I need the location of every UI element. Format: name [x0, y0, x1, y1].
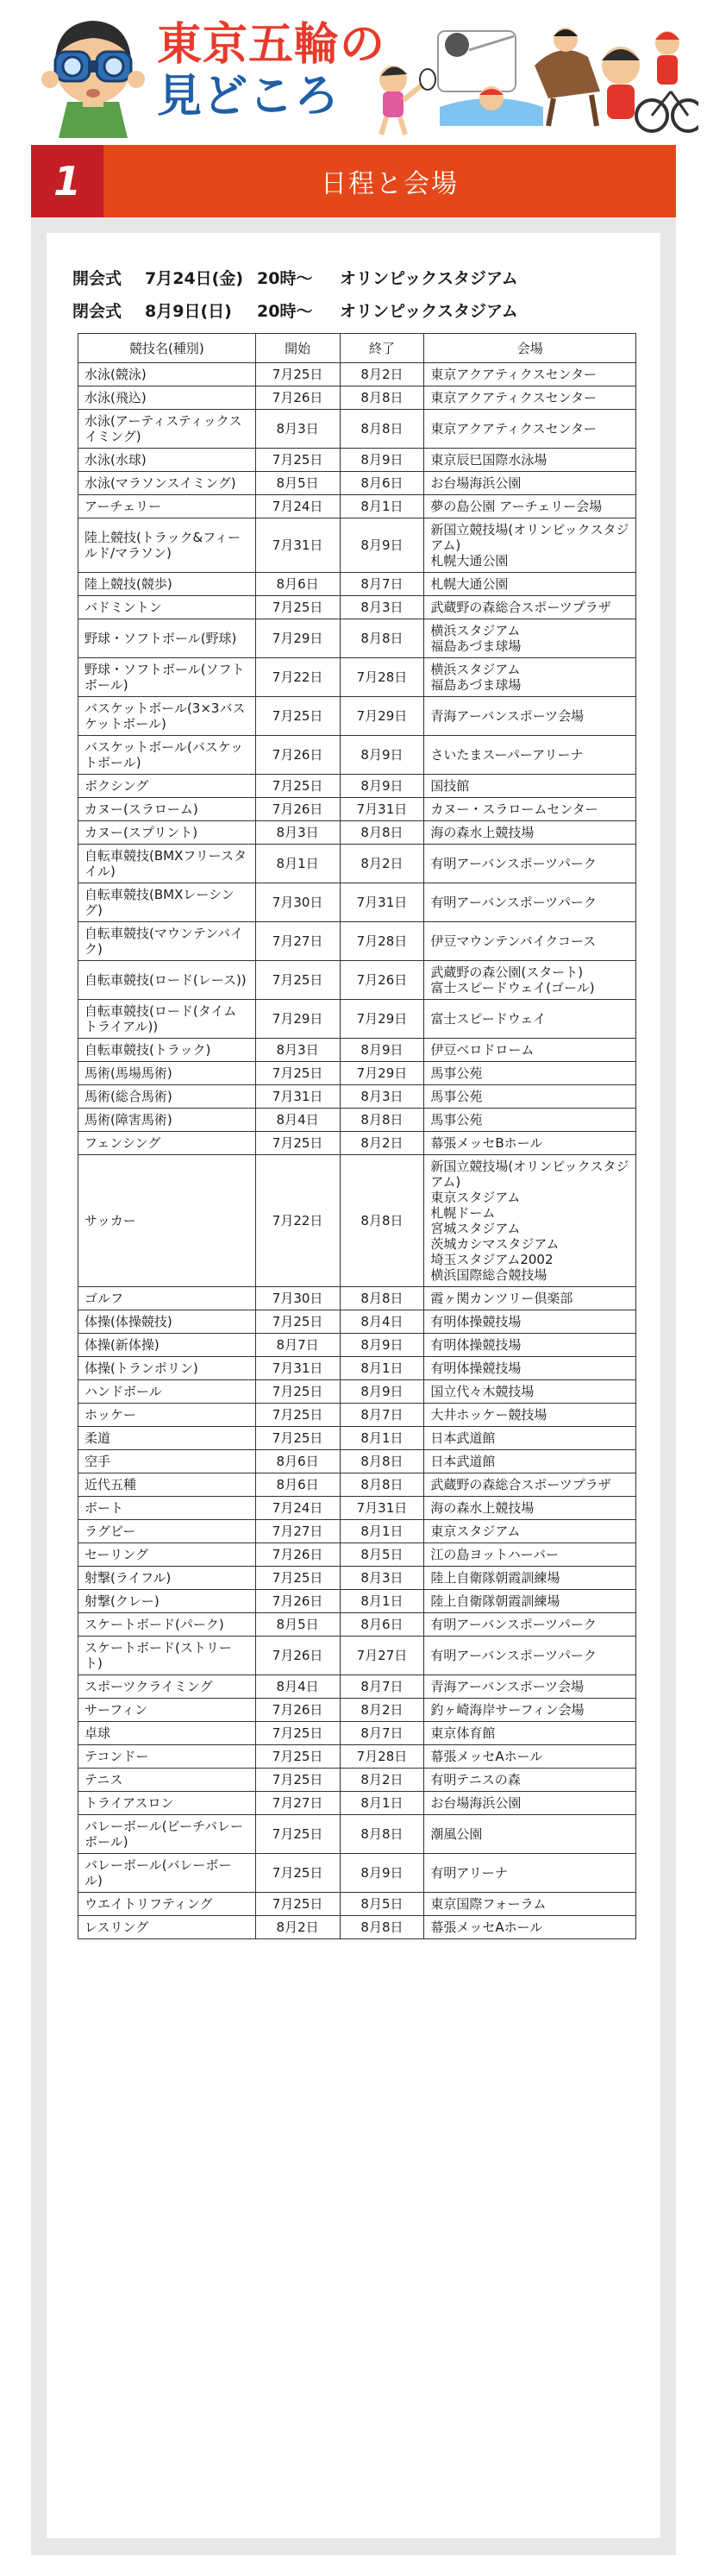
cell-venue: 富士スピードウェイ	[424, 1000, 636, 1039]
cell-sport: 射撃(ライフル)	[78, 1567, 256, 1590]
cell-venue: 有明体操競技場	[424, 1310, 636, 1334]
table-row	[78, 1310, 636, 1334]
cell-start: 7月25日	[255, 1380, 340, 1404]
cell-end: 8月8日	[340, 410, 424, 449]
schedule-card	[47, 233, 660, 2538]
page-title	[157, 19, 385, 123]
cell-end: 8月9日	[340, 1039, 424, 1062]
table-row	[78, 845, 636, 883]
cell-sport: 柔道	[78, 1427, 256, 1450]
table-row	[78, 619, 636, 658]
section-number: 1	[31, 145, 103, 217]
cell-venue: 幕張メッセAホール	[424, 1916, 636, 1939]
cell-sport: 馬術(馬場馬術)	[78, 1062, 256, 1085]
cell-venue: 幕張メッセBホール	[424, 1132, 636, 1155]
closing-ceremony	[72, 298, 641, 322]
cell-sport: バスケットボール(バスケットボール)	[78, 736, 256, 775]
cell-end: 8月8日	[340, 1815, 424, 1854]
cell-end: 7月26日	[340, 961, 424, 1000]
cell-start: 7月22日	[255, 1155, 340, 1287]
cell-end: 8月6日	[340, 472, 424, 495]
cell-sport: バスケットボール(3×3バスケットボール)	[78, 697, 256, 736]
cell-venue: 武蔵野の森総合スポーツプラザ	[424, 596, 636, 619]
cell-venue: 横浜スタジアム 福島あづま球場	[424, 619, 636, 658]
cell-start: 7月24日	[255, 495, 340, 518]
table-row	[78, 1357, 636, 1380]
cell-start: 7月29日	[255, 1000, 340, 1039]
cell-sport: トライアスロン	[78, 1792, 256, 1815]
cell-sport: カヌー(スプリント)	[78, 821, 256, 845]
cell-venue: 馬事公苑	[424, 1085, 636, 1109]
title-line-2: 見どころ	[157, 71, 341, 123]
table-row	[78, 1109, 636, 1132]
cell-sport: サーフィン	[78, 1699, 256, 1722]
cell-start: 7月30日	[255, 1287, 340, 1310]
table-row	[78, 410, 636, 449]
cell-start: 8月7日	[255, 1334, 340, 1357]
cell-start: 7月31日	[255, 1357, 340, 1380]
table-row	[78, 1590, 636, 1613]
ceremony-venue: オリンピックスタジアム	[340, 302, 518, 321]
cell-start: 7月25日	[255, 1815, 340, 1854]
cell-venue: 有明体操競技場	[424, 1334, 636, 1357]
cell-venue: さいたまスーパーアリーナ	[424, 736, 636, 775]
cell-end: 8月6日	[340, 1613, 424, 1637]
cell-venue: 有明アーバンスポーツパーク	[424, 1637, 636, 1675]
cell-venue: 東京アクアティクスセンター	[424, 386, 636, 410]
cell-sport: 水泳(アーティスティックスイミング)	[78, 410, 256, 449]
table-row	[78, 1916, 636, 1939]
cell-sport: 射撃(クレー)	[78, 1590, 256, 1613]
cell-venue: 横浜スタジアム 福島あづま球場	[424, 658, 636, 697]
cell-sport: 体操(トランポリン)	[78, 1357, 256, 1380]
cell-end: 7月31日	[340, 1497, 424, 1520]
cell-sport: スケートボード(パーク)	[78, 1613, 256, 1637]
cell-end: 7月28日	[340, 658, 424, 697]
ceremony-time: 20時〜	[257, 269, 313, 288]
cell-start: 7月26日	[255, 1543, 340, 1567]
cell-start: 7月27日	[255, 1792, 340, 1815]
table-row	[78, 697, 636, 736]
table-row	[78, 518, 636, 573]
cell-sport: テコンドー	[78, 1745, 256, 1769]
section-title: 日程と会場	[321, 169, 459, 199]
cell-start: 7月25日	[255, 1310, 340, 1334]
cell-sport: 水泳(飛込)	[78, 386, 256, 410]
cell-end: 8月9日	[340, 736, 424, 775]
cell-sport: ボート	[78, 1497, 256, 1520]
cell-start: 7月26日	[255, 1637, 340, 1675]
cell-sport: スケートボード(ストリート)	[78, 1637, 256, 1675]
table-row	[78, 658, 636, 697]
cell-sport: ホッケー	[78, 1404, 256, 1427]
cell-venue: 武蔵野の森総合スポーツプラザ	[424, 1473, 636, 1497]
cell-end: 7月28日	[340, 1745, 424, 1769]
table-row	[78, 1427, 636, 1450]
cell-end: 8月8日	[340, 1916, 424, 1939]
cell-venue: 有明アーバンスポーツパーク	[424, 883, 636, 922]
cell-start: 7月26日	[255, 1699, 340, 1722]
ceremony-label: 開会式	[72, 269, 122, 288]
cell-start: 7月22日	[255, 658, 340, 697]
cell-end: 7月31日	[340, 798, 424, 821]
table-row	[78, 1745, 636, 1769]
table-row	[78, 1450, 636, 1473]
cell-sport: レスリング	[78, 1916, 256, 1939]
table-row	[78, 449, 636, 472]
table-row	[78, 1155, 636, 1287]
cell-start: 7月25日	[255, 1722, 340, 1745]
table-row	[78, 573, 636, 596]
cell-sport: 野球・ソフトボール(ソフトボール)	[78, 658, 256, 697]
cell-venue: 有明体操競技場	[424, 1357, 636, 1380]
cell-end: 8月2日	[340, 363, 424, 386]
table-row	[78, 1039, 636, 1062]
ceremony-date: 8月9日(日)	[145, 302, 232, 321]
cell-end: 8月8日	[340, 1473, 424, 1497]
cell-venue: 釣ヶ崎海岸サーフィン会場	[424, 1699, 636, 1722]
cell-venue: 東京体育館	[424, 1722, 636, 1745]
cell-end: 8月8日	[340, 1450, 424, 1473]
table-row	[78, 1699, 636, 1722]
cell-end: 7月27日	[340, 1637, 424, 1675]
cell-sport: 水泳(マラソンスイミング)	[78, 472, 256, 495]
table-row	[78, 495, 636, 518]
cell-start: 8月6日	[255, 1450, 340, 1473]
cell-sport: セーリング	[78, 1543, 256, 1567]
cell-start: 7月25日	[255, 1854, 340, 1893]
header-hero	[0, 0, 707, 138]
cell-end: 7月29日	[340, 1000, 424, 1039]
cell-sport: 野球・ソフトボール(野球)	[78, 619, 256, 658]
cell-venue: 札幌大通公園	[424, 573, 636, 596]
cell-start: 7月25日	[255, 596, 340, 619]
cell-end: 7月31日	[340, 883, 424, 922]
cell-end: 8月8日	[340, 1109, 424, 1132]
cell-end: 8月8日	[340, 1155, 424, 1287]
athletes-illustration	[362, 5, 698, 143]
cell-sport: バレーボール(ビーチバレーボール)	[78, 1815, 256, 1854]
cell-venue: カヌー・スラロームセンター	[424, 798, 636, 821]
cell-end: 8月9日	[340, 1854, 424, 1893]
cell-start: 8月4日	[255, 1109, 340, 1132]
cell-sport: 自転車競技(マウンテンバイク)	[78, 922, 256, 961]
cell-venue: 馬事公苑	[424, 1109, 636, 1132]
cell-end: 8月1日	[340, 1427, 424, 1450]
cell-venue: お台場海浜公園	[424, 472, 636, 495]
cell-start: 8月3日	[255, 410, 340, 449]
cell-sport: サッカー	[78, 1155, 256, 1287]
cell-start: 8月6日	[255, 1473, 340, 1497]
table-row	[78, 1893, 636, 1916]
cell-start: 7月31日	[255, 518, 340, 573]
cell-sport: スポーツクライミング	[78, 1675, 256, 1699]
cell-end: 8月8日	[340, 821, 424, 845]
cell-end: 8月9日	[340, 1334, 424, 1357]
cell-start: 7月25日	[255, 775, 340, 798]
table-row	[78, 1000, 636, 1039]
cell-sport: 卓球	[78, 1722, 256, 1745]
cell-end: 7月29日	[340, 1062, 424, 1085]
cell-venue: 江の島ヨットハーバー	[424, 1543, 636, 1567]
cell-venue: 東京国際フォーラム	[424, 1893, 636, 1916]
cell-venue: 国技館	[424, 775, 636, 798]
cell-venue: 海の森水上競技場	[424, 1497, 636, 1520]
cell-end: 8月8日	[340, 386, 424, 410]
cell-start: 7月26日	[255, 386, 340, 410]
cell-end: 8月1日	[340, 495, 424, 518]
cell-end: 7月28日	[340, 922, 424, 961]
table-row	[78, 1404, 636, 1427]
table-row	[78, 736, 636, 775]
cell-start: 8月5日	[255, 472, 340, 495]
ceremony-time: 20時〜	[257, 302, 313, 321]
cell-start: 7月24日	[255, 1497, 340, 1520]
table-row	[78, 1637, 636, 1675]
cell-venue: 夢の島公園 アーチェリー会場	[424, 495, 636, 518]
cell-end: 8月8日	[340, 619, 424, 658]
cell-venue: 陸上自衛隊朝霞訓練場	[424, 1567, 636, 1590]
cell-start: 8月6日	[255, 573, 340, 596]
cell-end: 8月2日	[340, 1769, 424, 1792]
table-row	[78, 883, 636, 922]
cell-sport: ボクシング	[78, 775, 256, 798]
cell-venue: 有明テニスの森	[424, 1769, 636, 1792]
schedule-table	[78, 333, 636, 1939]
cell-start: 7月25日	[255, 1745, 340, 1769]
table-row	[78, 1769, 636, 1792]
cell-start: 8月4日	[255, 1675, 340, 1699]
ceremony-label: 閉会式	[72, 302, 122, 321]
cell-sport: バレーボール(バレーボール)	[78, 1854, 256, 1893]
table-row	[78, 775, 636, 798]
cell-sport: ラグビー	[78, 1520, 256, 1543]
cell-sport: ウエイトリフティング	[78, 1893, 256, 1916]
cell-start: 8月2日	[255, 1916, 340, 1939]
cell-start: 7月26日	[255, 798, 340, 821]
cell-venue: 陸上自衛隊朝霞訓練場	[424, 1590, 636, 1613]
cell-sport: ハンドボール	[78, 1380, 256, 1404]
table-row	[78, 1380, 636, 1404]
cell-sport: アーチェリー	[78, 495, 256, 518]
title-line-1: 東京五輪の	[157, 19, 386, 71]
cell-sport: 自転車競技(トラック)	[78, 1039, 256, 1062]
cell-start: 7月25日	[255, 363, 340, 386]
cell-end: 8月1日	[340, 1792, 424, 1815]
cell-sport: 自転車競技(BMXレーシング)	[78, 883, 256, 922]
table-row	[78, 1497, 636, 1520]
cell-venue: 幕張メッセAホール	[424, 1745, 636, 1769]
table-body	[78, 363, 636, 1939]
cell-end: 8月3日	[340, 1567, 424, 1590]
cell-venue: 東京アクアティクスセンター	[424, 363, 636, 386]
cell-end: 8月1日	[340, 1357, 424, 1380]
cell-end: 8月4日	[340, 1310, 424, 1334]
table-row	[78, 821, 636, 845]
table-header-row	[78, 334, 636, 363]
cell-end: 8月9日	[340, 775, 424, 798]
table-row	[78, 1085, 636, 1109]
opening-ceremony	[72, 266, 641, 289]
cell-sport: 水泳(水球)	[78, 449, 256, 472]
cell-end: 8月2日	[340, 845, 424, 883]
cell-venue: お台場海浜公園	[424, 1792, 636, 1815]
table-row	[78, 1473, 636, 1497]
cell-venue: 新国立競技場(オリンピックスタジアム) 札幌大通公園	[424, 518, 636, 573]
cell-end: 8月1日	[340, 1590, 424, 1613]
cell-end: 8月7日	[340, 1404, 424, 1427]
table-row	[78, 386, 636, 410]
cell-sport: ゴルフ	[78, 1287, 256, 1310]
cell-sport: 体操(体操競技)	[78, 1310, 256, 1334]
cell-venue: 新国立競技場(オリンピックスタジアム) 東京スタジアム 札幌ドーム 宮城スタジアム 茨城カシマスタジアム 埼玉スタジアム2002 横浜国際総合競技場	[424, 1155, 636, 1287]
table-row	[78, 1567, 636, 1590]
cell-end: 8月9日	[340, 518, 424, 573]
cell-start: 7月26日	[255, 1590, 340, 1613]
cell-start: 8月5日	[255, 1613, 340, 1637]
table-row	[78, 1334, 636, 1357]
cell-sport: バドミントン	[78, 596, 256, 619]
cell-end: 8月7日	[340, 573, 424, 596]
column-header-start: 開始	[255, 334, 340, 363]
cell-venue: 大井ホッケー競技場	[424, 1404, 636, 1427]
table-row	[78, 1815, 636, 1854]
cell-sport: フェンシング	[78, 1132, 256, 1155]
cell-venue: 東京アクアティクスセンター	[424, 410, 636, 449]
cell-start: 7月31日	[255, 1085, 340, 1109]
cell-end: 8月7日	[340, 1722, 424, 1745]
cell-venue: 潮風公園	[424, 1815, 636, 1854]
cell-end: 8月5日	[340, 1893, 424, 1916]
cell-start: 8月3日	[255, 821, 340, 845]
cell-sport: 近代五種	[78, 1473, 256, 1497]
cell-venue: 有明アリーナ	[424, 1854, 636, 1893]
cell-venue: 海の森水上競技場	[424, 821, 636, 845]
cell-venue: 日本武道館	[424, 1427, 636, 1450]
cell-start: 7月25日	[255, 449, 340, 472]
ceremony-venue: オリンピックスタジアム	[340, 269, 518, 288]
cell-sport: 体操(新体操)	[78, 1334, 256, 1357]
table-row	[78, 363, 636, 386]
cell-start: 7月25日	[255, 697, 340, 736]
table-row	[78, 1062, 636, 1085]
cell-sport: 自転車競技(ロード(タイムトライアル))	[78, 1000, 256, 1039]
cell-end: 8月9日	[340, 449, 424, 472]
cell-end: 8月2日	[340, 1132, 424, 1155]
column-header-end: 終了	[340, 334, 424, 363]
cell-sport: 自転車競技(ロード(レース))	[78, 961, 256, 1000]
cell-venue: 青海アーバンスポーツ会場	[424, 1675, 636, 1699]
cell-venue: 東京辰巳国際水泳場	[424, 449, 636, 472]
table-row	[78, 1520, 636, 1543]
cell-venue: 有明アーバンスポーツパーク	[424, 1613, 636, 1637]
cell-start: 7月25日	[255, 1132, 340, 1155]
cell-end: 8月3日	[340, 1085, 424, 1109]
table-row	[78, 596, 636, 619]
table-row	[78, 1854, 636, 1893]
table-row	[78, 961, 636, 1000]
cell-start: 7月25日	[255, 1769, 340, 1792]
cell-start: 7月25日	[255, 961, 340, 1000]
table-row	[78, 1792, 636, 1815]
cell-venue: 東京スタジアム	[424, 1520, 636, 1543]
cell-venue: 伊豆マウンテンバイクコース	[424, 922, 636, 961]
cell-end: 8月9日	[340, 1380, 424, 1404]
column-header-sport: 競技名(種別)	[78, 334, 256, 363]
cell-start: 7月25日	[255, 1404, 340, 1427]
cell-venue: 武蔵野の森公園(スタート) 富士スピードウェイ(ゴール)	[424, 961, 636, 1000]
cell-venue: 日本武道館	[424, 1450, 636, 1473]
cell-start: 7月27日	[255, 922, 340, 961]
cell-sport: 自転車競技(BMXフリースタイル)	[78, 845, 256, 883]
table-row	[78, 472, 636, 495]
cell-sport: 空手	[78, 1450, 256, 1473]
table-row	[78, 798, 636, 821]
cell-venue: 青海アーバンスポーツ会場	[424, 697, 636, 736]
table-row	[78, 1675, 636, 1699]
cell-sport: テニス	[78, 1769, 256, 1792]
content-panel	[31, 217, 676, 2555]
cell-venue: 霞ヶ関カンツリー倶楽部	[424, 1287, 636, 1310]
cell-venue: 馬事公苑	[424, 1062, 636, 1085]
cell-sport: 陸上競技(競歩)	[78, 573, 256, 596]
cell-sport: 水泳(競泳)	[78, 363, 256, 386]
cell-venue: 有明アーバンスポーツパーク	[424, 845, 636, 883]
ceremony-date: 7月24日(金)	[145, 269, 244, 288]
table-row	[78, 1613, 636, 1637]
cell-sport: 馬術(障害馬術)	[78, 1109, 256, 1132]
cell-end: 8月7日	[340, 1675, 424, 1699]
table-row	[78, 1722, 636, 1745]
cell-start: 7月27日	[255, 1520, 340, 1543]
cell-sport: 馬術(総合馬術)	[78, 1085, 256, 1109]
table-row	[78, 1132, 636, 1155]
cell-end: 8月1日	[340, 1520, 424, 1543]
cell-sport: 陸上競技(トラック&フィールド/マラソン)	[78, 518, 256, 573]
cell-start: 7月25日	[255, 1062, 340, 1085]
cell-end: 8月5日	[340, 1543, 424, 1567]
cell-start: 7月25日	[255, 1427, 340, 1450]
cell-start: 7月26日	[255, 736, 340, 775]
cell-start: 7月25日	[255, 1567, 340, 1590]
cell-end: 7月29日	[340, 697, 424, 736]
table-row	[78, 1543, 636, 1567]
cell-start: 8月3日	[255, 1039, 340, 1062]
cell-start: 8月1日	[255, 845, 340, 883]
section-banner	[31, 145, 676, 217]
cell-end: 8月8日	[340, 1287, 424, 1310]
binoculars-kid-illustration	[33, 9, 153, 138]
cell-start: 7月29日	[255, 619, 340, 658]
cell-end: 8月2日	[340, 1699, 424, 1722]
cell-start: 7月30日	[255, 883, 340, 922]
cell-sport: カヌー(スラローム)	[78, 798, 256, 821]
cell-venue: 伊豆ベロドローム	[424, 1039, 636, 1062]
table-row	[78, 1287, 636, 1310]
cell-end: 8月3日	[340, 596, 424, 619]
cell-venue: 国立代々木競技場	[424, 1380, 636, 1404]
table-row	[78, 922, 636, 961]
column-header-venue: 会場	[424, 334, 636, 363]
cell-start: 7月25日	[255, 1893, 340, 1916]
